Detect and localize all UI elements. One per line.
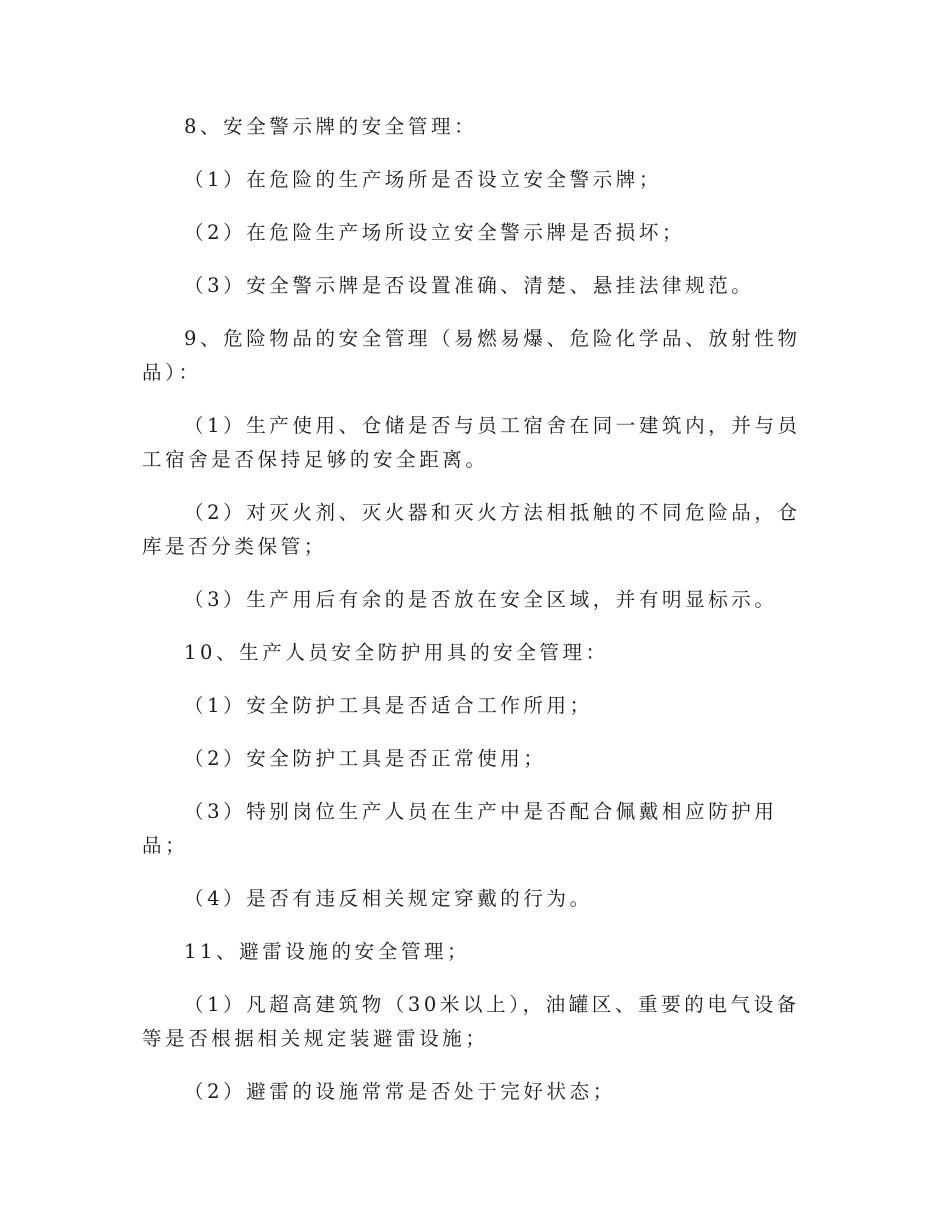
list-item: （1）安全防护工具是否适合工作所用；	[184, 694, 593, 717]
list-item: （3）生产用后有余的是否放在安全区域，并有明显标示。	[184, 588, 778, 611]
section-heading-9: 9、危险物品的安全管理（易燃易爆、危险化学品、放射性物品）：	[142, 327, 801, 384]
list-item: （2）避雷的设施常常是否处于完好状态；	[184, 1080, 616, 1103]
list-item: （2）对灭火剂、灭火器和灭火方法相抵触的不同危险品，仓库是否分类保管；	[142, 501, 801, 558]
section-heading-11: 11、避雷设施的安全管理；	[184, 940, 471, 963]
section-heading-10: 10、生产人员安全防护用具的安全管理：	[184, 641, 609, 664]
list-item: （1）生产使用、仓储是否与员工宿舍在同一建筑内，并与员工宿舍是否保持足够的安全距离。	[142, 414, 801, 471]
list-item: （3）特别岗位生产人员在生产中是否配合佩戴相应防护用品；	[142, 800, 778, 857]
list-item: （1）在危险的生产场所是否设立安全警示牌；	[184, 168, 663, 191]
list-item: （4）是否有违反相关规定穿戴的行为。	[184, 887, 593, 910]
list-item: （1）凡超高建筑物（30米以上），油罐区、重要的电气设备等是否根据相关规定装避雷设施；	[142, 993, 800, 1050]
list-item: （2）安全防护工具是否正常使用；	[184, 747, 547, 770]
document-body	[142, 110, 814, 1109]
list-item: （2）在危险生产场所设立安全警示牌是否损坏；	[184, 221, 686, 244]
list-item: （3）安全警示牌是否设置准确、清楚、悬挂法律规范。	[184, 274, 755, 297]
section-heading-8: 8、安全警示牌的安全管理：	[184, 115, 478, 138]
